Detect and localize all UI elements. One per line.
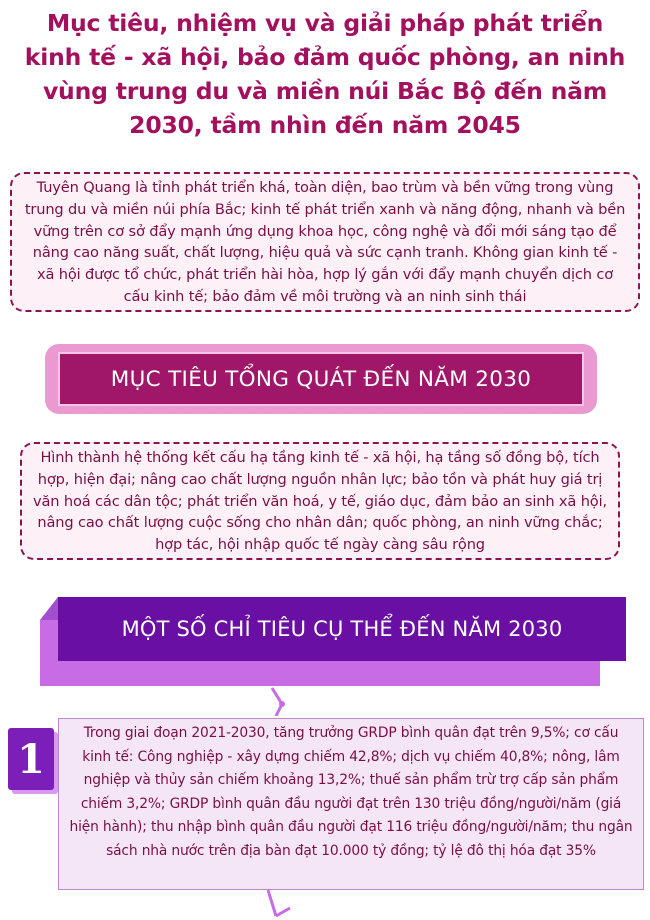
banner-ornament-bottom xyxy=(66,407,576,413)
targets-banner-fold xyxy=(40,597,58,620)
general-goal-banner xyxy=(58,352,584,406)
vision-box: Tuyên Quang là tỉnh phát triển khá, toàn diện, bao trùm và bền vững trong vùng trung du và miền núi phía Bắc; kinh tế phát triển xanh và năng động, nhanh và bền vững trên cơ sở đẩy mạnh ứng dụng khoa học, công nghệ và đổi mới sáng tạo để nâng cao năng suất, chất lượng, hiệu quả và sức cạnh tranh. Không gian kinh tế - xã hội được tổ chức, phát triển hài hòa, hợp lý gắn với đẩy mạnh chuyển dịch cơ cấu kinh tế; bảo đảm về môi trường và an ninh sinh thái xyxy=(10,172,640,312)
targets-banner xyxy=(58,597,626,661)
banner-ornament-top xyxy=(66,345,576,351)
page-title: Mục tiêu, nhiệm vụ và giải pháp phát triển kinh tế - xã hội, bảo đảm quốc phòng, an ninh vùng trung du và miền núi Bắc Bộ đến năm 2030, tầm nhìn đến năm 2045 xyxy=(24,9,626,139)
connector-arrow-icon xyxy=(262,890,292,920)
connector-arrow-icon xyxy=(262,686,292,716)
general-goal-box: Hình thành hệ thống kết cấu hạ tầng kinh tế - xã hội, hạ tầng số đồng bộ, tích hợp, hiện đại; nâng cao chất lượng nguồn nhân lực; bảo tồn và phát huy giá trị văn hoá các dân tộc; phát triển văn hoá, y tế, giáo dục, đảm bảo an sinh xã hội, nâng cao chất lượng cuộc sống cho nhân dân; quốc phòng, an ninh vững chắc; hợp tác, hội nhập quốc tế ngày càng sâu rộng xyxy=(20,442,620,560)
target-number: 1 xyxy=(17,735,45,783)
target-number-badge xyxy=(8,728,54,790)
target-item-box: Trong giai đoạn 2021-2030, tăng trưởng GRDP bình quân đạt trên 9,5%; cơ cấu kinh tế: Công nghiệp - xây dựng chiếm 42,8%; dịch vụ chiếm 40,8%; nông, lâm nghiệp và thủy sản chiếm khoảng 13,2%; thuế sản phẩm trừ trợ cấp sản phẩm chiếm 3,2%; GRDP bình quân đầu người đạt trên 130 triệu đồng/người/năm (giá hiện hành); thu nhập bình quân đầu người đạt 116 triệu đồng/người/năm; thu ngân sách nhà nước trên địa bàn đạt 10.000 tỷ đồng; tỷ lệ đô thị hóa đạt 35% xyxy=(58,718,644,890)
targets-heading: MỘT SỐ CHỈ TIÊU CỤ THỂ ĐẾN NĂM 2030 xyxy=(121,617,563,641)
general-goal-heading: MỤC TIÊU TỔNG QUÁT ĐẾN NĂM 2030 xyxy=(110,366,532,392)
